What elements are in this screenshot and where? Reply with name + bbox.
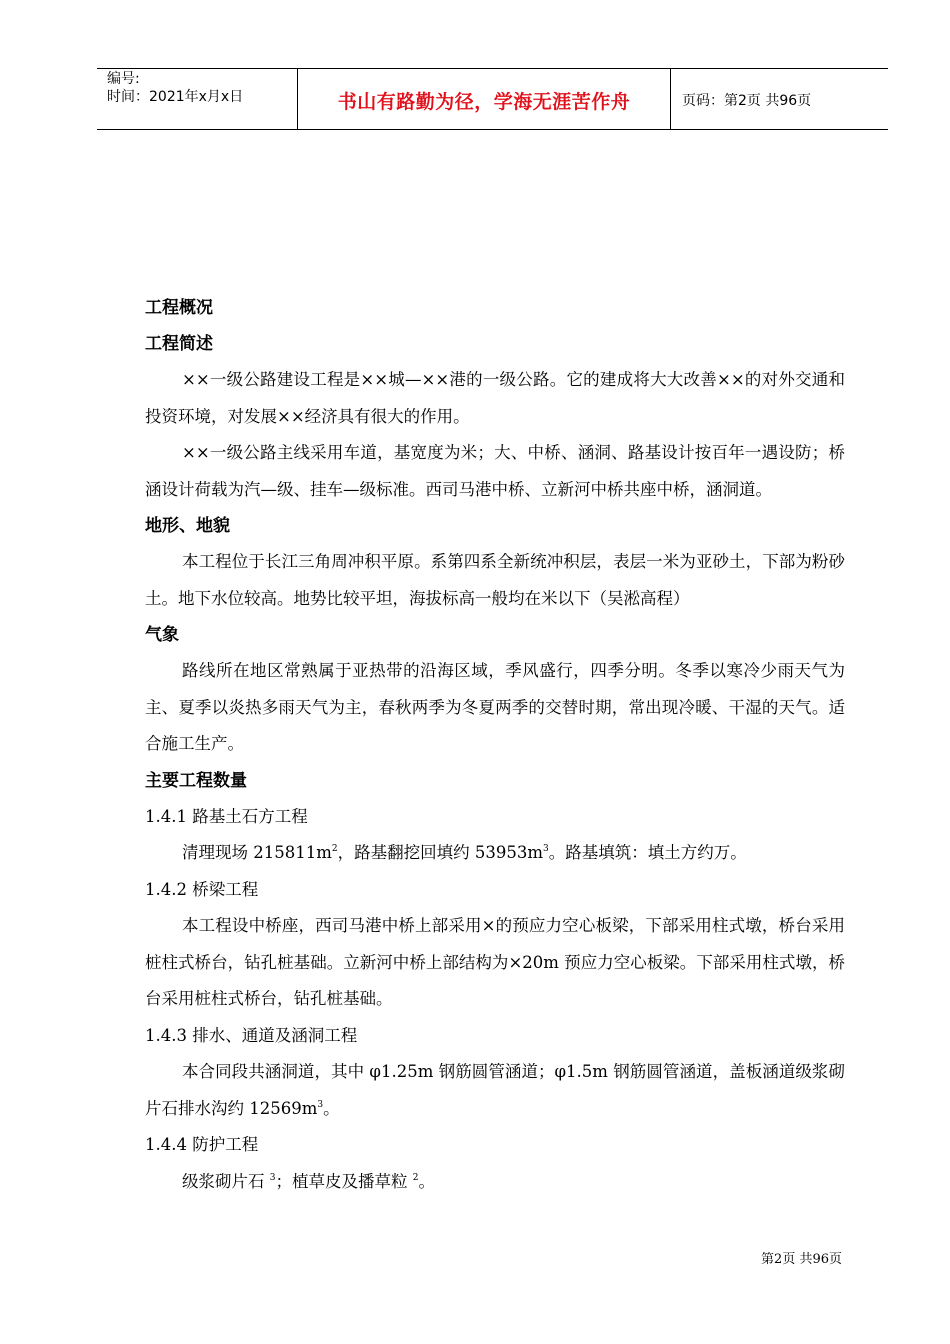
terrain-paragraph: 本工程位于长江三角周冲积平原。系第四系全新统冲积层，表层一米为亚砂土，下部为粉砂土。地下水位较高。地势比较平坦，海拔标高一般均在米以下（吴淞高程） bbox=[145, 552, 845, 608]
brief-paragraph-2: ××一级公路主线采用车道，基宽度为米；大、中桥、涵洞、路基设计按百年一遇设防；桥涵设计荷载为汽—级、挂车—级标准。西司马港中桥、立新河中桥共座中桥，涵洞道。 bbox=[145, 443, 845, 499]
section-1-4-2-paragraph: 本工程设中桥座，西司马港中桥上部采用×的预应力空心板梁，下部采用柱式墩，桥台采用桩柱式桥台，钻孔桩基础。立新河中桥上部结构为×20m 预应力空心板梁。下部采用柱式墩，桥台采用桩柱式桥台，钻孔桩基础。 bbox=[145, 916, 845, 1008]
header-page-cell bbox=[670, 69, 888, 129]
section-1-4-3-title: 1.4.3 排水、通道及涵洞工程 bbox=[145, 1025, 358, 1045]
header-motto-cell bbox=[297, 69, 671, 129]
serial-label: 编号: bbox=[107, 71, 140, 87]
section-1-4-1-paragraph: 清理现场 $215811m^2$，路基翻挖回填约 $53953m^3$。路基填筑：填土方约万。 bbox=[182, 843, 747, 862]
section-1-4-1-title: 1.4.1 路基土石方工程 bbox=[145, 806, 308, 826]
section-1-4-4-title: 1.4.4 防护工程 bbox=[145, 1135, 259, 1154]
brief-paragraph-1: ××一级公路建设工程是××城—××港的一级公路。它的建成将大大改善××的对外交通和投资环境，对发展××经济具有很大的作用。 bbox=[145, 370, 845, 426]
section-1-4-3-paragraph: 本合同段共涵洞道，其中 φ1.25m 钢筋圆管涵道；φ1.5m 钢筋圆管涵道，盖板涵道级浆砌片石排水沟约 $12569m^3$。 bbox=[145, 1062, 845, 1118]
heading-terrain: 地形、地貌 bbox=[145, 516, 230, 536]
heading-brief: 工程简述 bbox=[145, 334, 213, 354]
section-1-4-4-paragraph: 级浆砌片石 $^3$；植草皮及播草粒 $^2$。 bbox=[182, 1171, 435, 1191]
heading-climate: 气象 bbox=[145, 625, 179, 645]
page-header bbox=[97, 68, 888, 130]
motto: 书山有路勤为径，学海无涯苦作舟 bbox=[337, 91, 631, 113]
header-page-label: 页码：第2页 共96页 bbox=[682, 93, 812, 109]
heading-quantity: 主要工程数量 bbox=[145, 770, 247, 791]
document-body bbox=[145, 290, 845, 1200]
footer-page-number: 第2页 共96页 bbox=[761, 1252, 842, 1267]
time-label: 时间：2021年x月x日 bbox=[107, 89, 244, 105]
section-1-4-2-title: 1.4.2 桥梁工程 bbox=[145, 879, 259, 899]
heading-overview: 工程概况 bbox=[145, 298, 213, 318]
header-meta-cell bbox=[97, 69, 297, 129]
climate-paragraph: 路线所在地区常熟属于亚热带的沿海区域，季风盛行，四季分明。冬季以寒冷少雨天气为主、夏季以炎热多雨天气为主，春秋两季为冬夏两季的交替时期，常出现冷暖、干湿的天气。适合施工生产。 bbox=[145, 661, 845, 753]
